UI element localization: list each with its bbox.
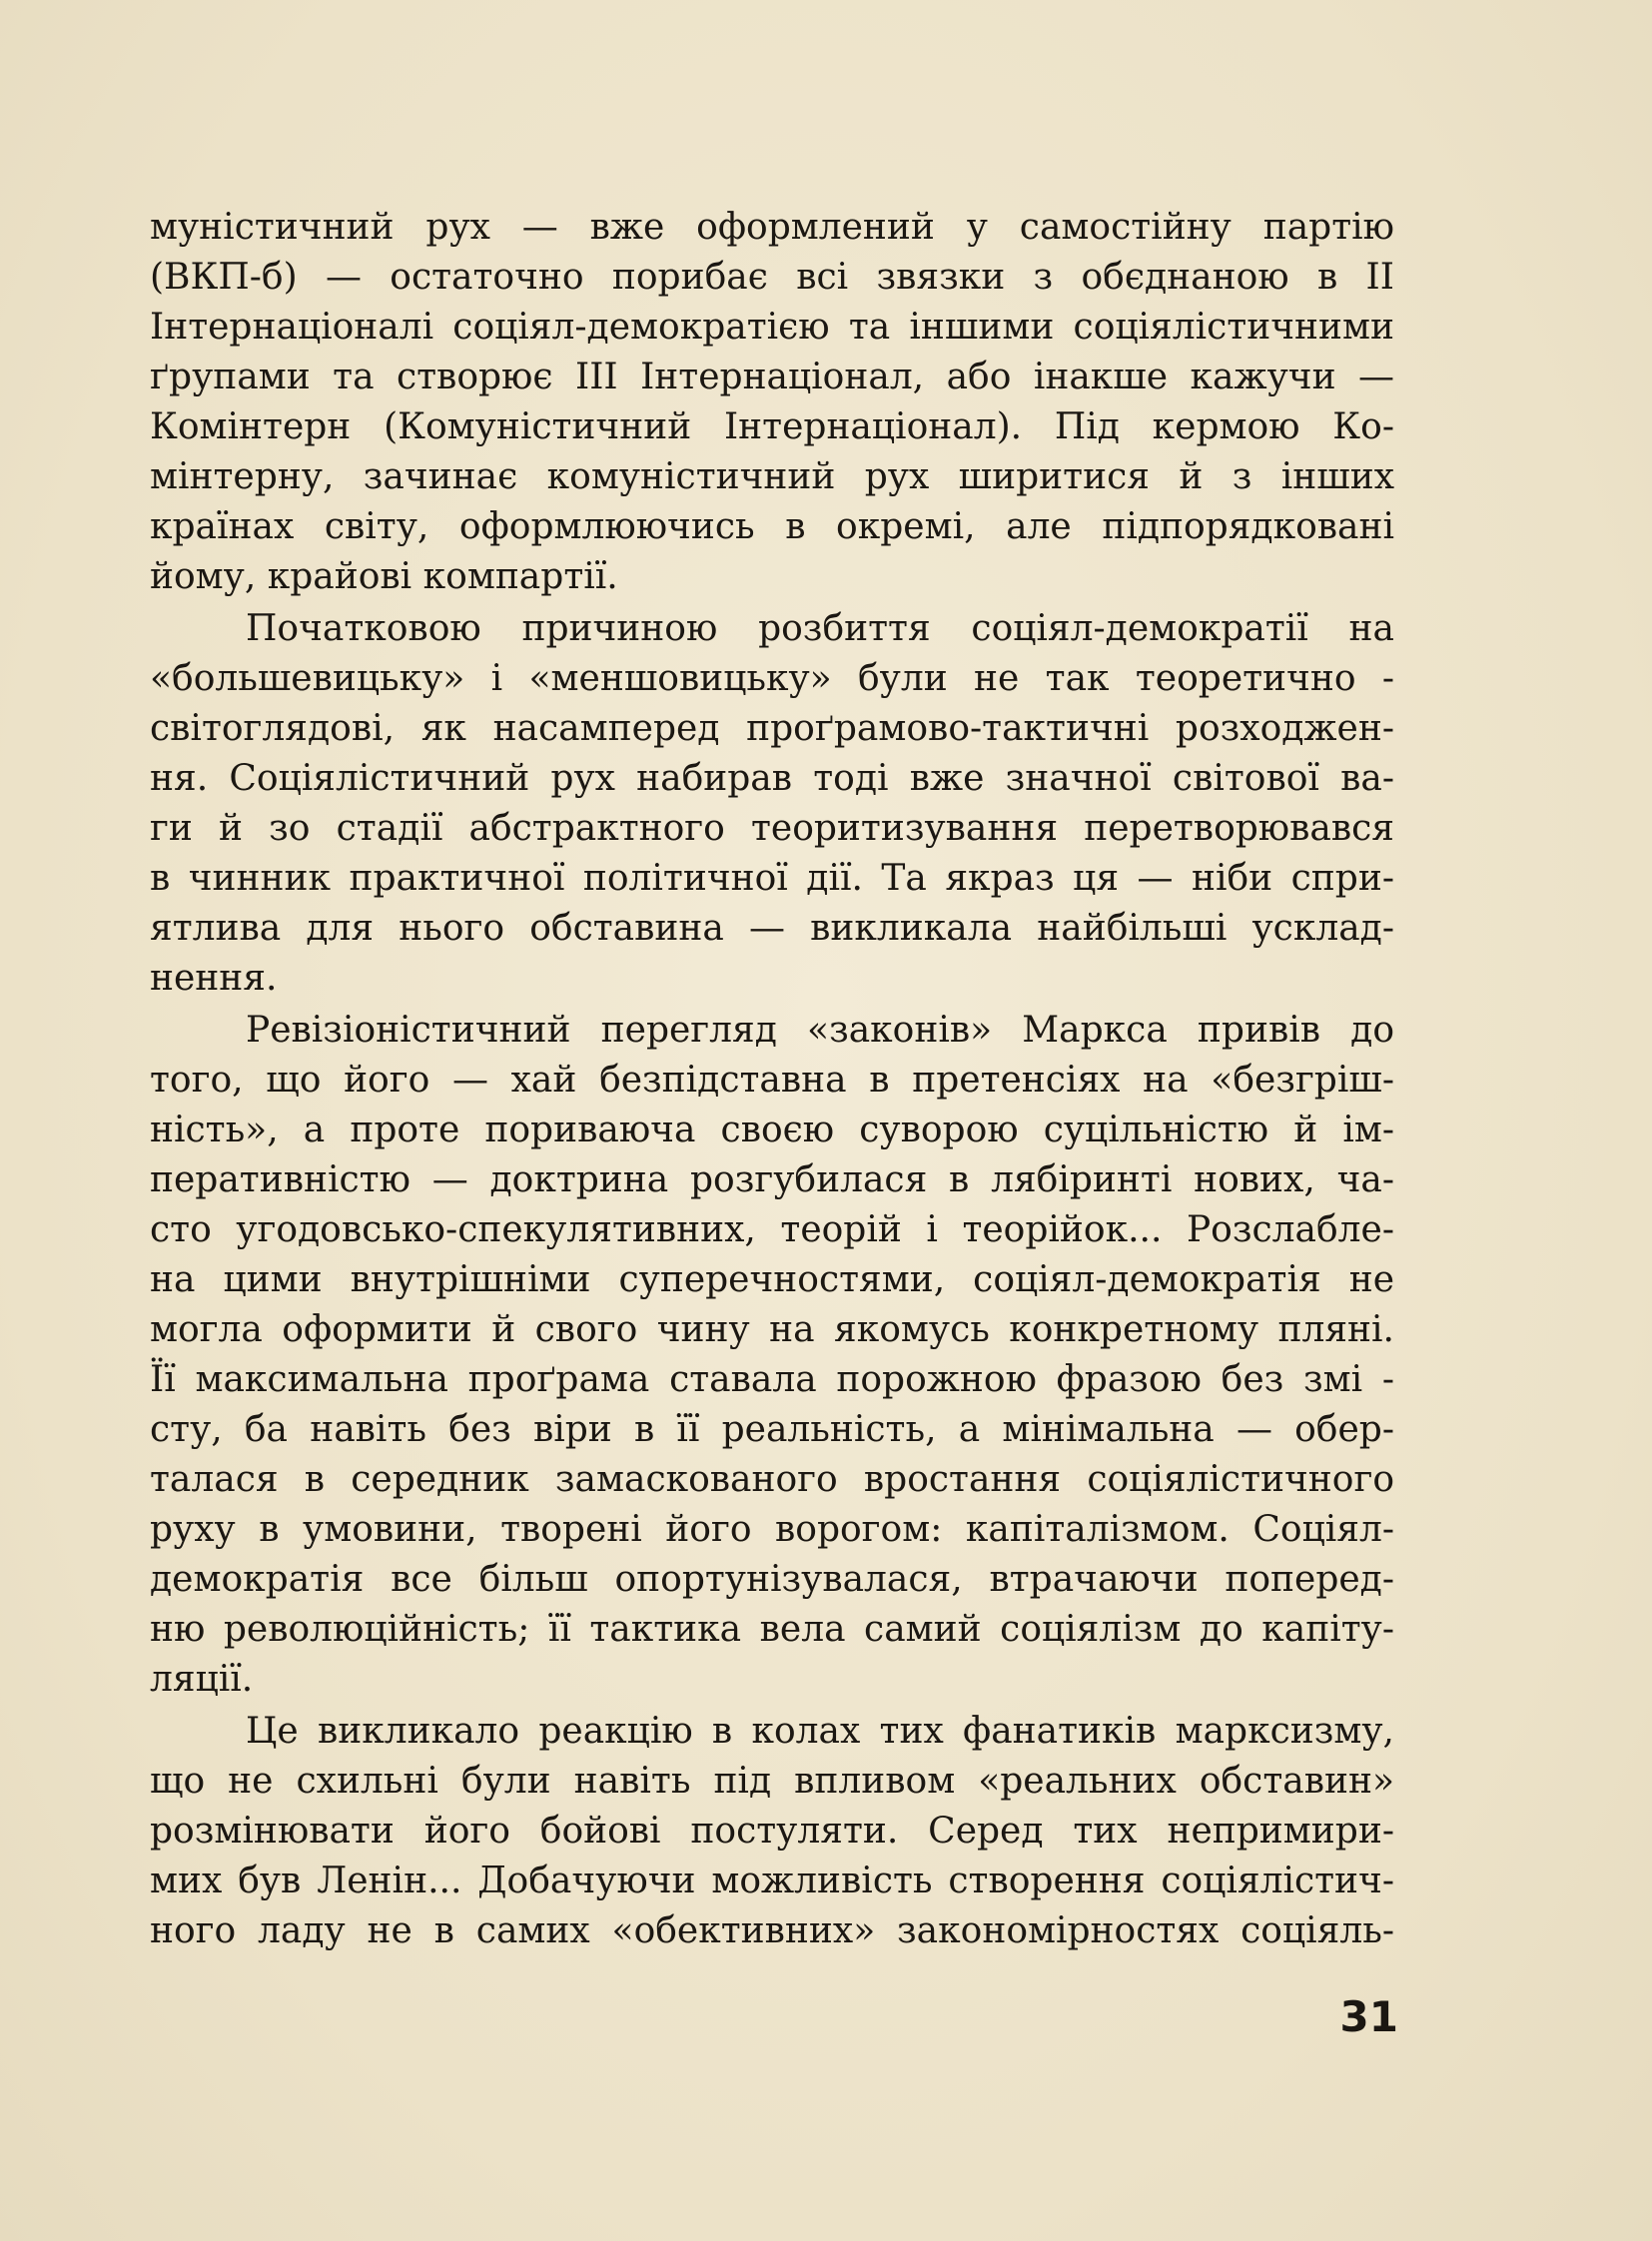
text-line: Комінтерн (Комуністичний Інтернаціонал). Під кермою Ко- — [150, 406, 1394, 447]
text-line: розмінювати його бойові постуляти. Серед тих непримири- — [150, 1811, 1394, 1852]
text-line: йому, крайові компартії. — [150, 556, 618, 597]
page-number: 31 — [1339, 1992, 1398, 2041]
text-line: ність», а проте пориваюча своєю суворою суцільністю й ім- — [150, 1110, 1394, 1150]
text-line: в чинник практичної політичної дії. Та якраз ця — ніби спри- — [150, 858, 1394, 899]
text-line: Початковою причиною розбиття соціял-демократії на — [246, 608, 1394, 649]
text-line: світоглядові, як насамперед проґрамово-тактичні розходжен- — [150, 708, 1394, 749]
text-line: того, що його — хай безпідставна в претенсіях на «безгріш- — [150, 1060, 1394, 1101]
text-line: «большевицьку» і «меншовицьку» були не так теоретично - — [150, 658, 1394, 699]
text-line: перативністю — доктрина розгубилася в лябіринті нових, ча- — [150, 1159, 1394, 1200]
text-line: ляції. — [150, 1659, 254, 1700]
text-line: Її максимальна проґрама ставала порожною фразою без змі - — [150, 1359, 1394, 1400]
text-line: ню революційність; її тактика вела самий соціялізм до капіту- — [150, 1609, 1394, 1650]
body-text — [150, 203, 1394, 1956]
text-line: сто угодовсько-спекулятивних, теорій і теорійок... Розслабле- — [150, 1209, 1394, 1250]
text-line: руху в умовини, творені його ворогом: капіталізмом. Соціял- — [150, 1509, 1394, 1550]
text-line: мінтерну, зачинає комуністичний рух ширитися й з інших — [150, 456, 1394, 497]
text-line: мих був Ленін... Добачуючи можливість створення соціялістич- — [150, 1861, 1394, 1901]
text-line: нення. — [150, 958, 278, 999]
text-line: демократія все більш опортунізувалася, втрачаючи поперед- — [150, 1559, 1394, 1600]
text-line: Інтернаціоналі соціял-демократією та іншими соціялістичними — [150, 307, 1394, 348]
text-line: талася в середник замаскованого вростання соціялістичного — [150, 1459, 1394, 1500]
text-line: на цими внутрішніми суперечностями, соціял-демократія не — [150, 1259, 1394, 1300]
text-line: муністичний рух — вже оформлений у самостійну партію — [150, 207, 1394, 248]
text-line: ґрупами та створює ІІІ Інтернаціонал, або інакше кажучи — — [150, 357, 1394, 397]
text-line: Це викликало реакцію в колах тих фанатиків марксизму, — [246, 1711, 1394, 1752]
text-line: могла оформити й свого чину на якомусь конкретному пляні. — [150, 1309, 1394, 1350]
text-line: Ревізіоністичний перегляд «законів» Маркса привів до — [246, 1010, 1394, 1051]
text-line: ного ладу не в самих «обективних» закономірностях соціяль- — [150, 1910, 1394, 1951]
text-line: що не схильні були навіть під впливом «реальних обставин» — [150, 1761, 1394, 1802]
text-line: ятлива для нього обставина — викликала найбільші усклад- — [150, 908, 1394, 949]
text-line: сту, ба навіть без віри в її реальність, а мінімальна — обер- — [150, 1409, 1394, 1450]
text-line: (ВКП-б) — остаточно порибає всі звязки з обєднаною в ІІ — [150, 257, 1394, 298]
text-line: країнах світу, оформлюючись в окремі, але підпорядковані — [150, 506, 1394, 547]
text-line: ня. Соціялістичний рух набирав тоді вже значної світової ва- — [150, 758, 1394, 799]
text-line: ги й зо стадії абстрактного теоритизування перетворювався — [150, 808, 1394, 849]
